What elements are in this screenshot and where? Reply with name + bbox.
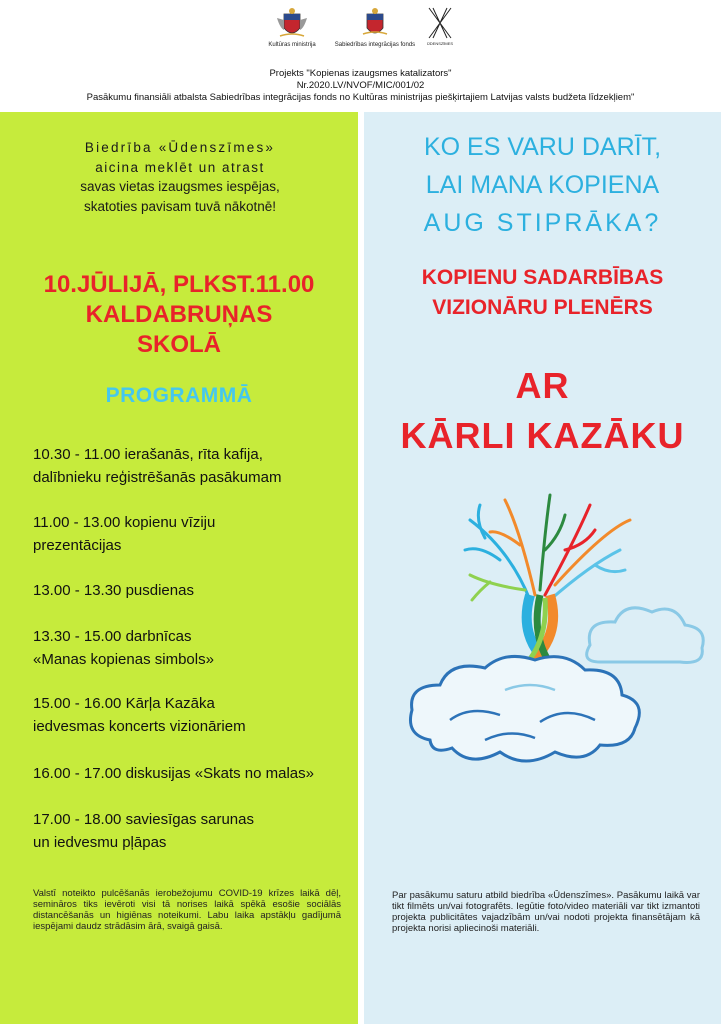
- small-cloud-icon: [587, 608, 704, 663]
- program-item: [33, 579, 353, 602]
- intro-line: skatoties pavisam tuvā nākotnē!: [83, 198, 277, 214]
- udenszimes-caption: ŪDENSZĪMES: [426, 41, 454, 46]
- event-venue: KALDABRUŅAS: [85, 301, 273, 328]
- project-line: Projekts "Kopienas izaugsmes katalizators": [269, 68, 452, 79]
- program-item-line: 11.00 - 13.00 kopienu vīziju: [33, 514, 216, 531]
- large-cloud-icon: [410, 656, 639, 761]
- program-item-line: 17.00 - 18.00 saviesīgas sarunas: [33, 811, 254, 828]
- responsibility-notice: Par pasākumu saturu atbild biedrība «Ūdenszīmes». Pasākumu laikā var tikt filmēts un/vai fotografēts. Iegūtie foto/video materiāli var tikt izmantoti projekta publicitātes vajadzībām un/vai nodoti projekta finansētājam kā projekta norisi apliecinoši materiāli.: [392, 890, 700, 934]
- program-item-line: 13.00 - 13.30 pusdienas: [33, 582, 194, 599]
- question-line: LAI MANA KOPIENA: [425, 171, 660, 199]
- program-item-line: 15.00 - 16.00 Kārļa Kazāka: [33, 695, 215, 712]
- covid-notice: Valstī noteikto pulcēšanās ierobežojumu COVID-19 krīzes laikā dēļ, semināros tiks ievēroti visi tā norises laikā spēkā esošie sociālās distancēšanās un higiēnas noteikumi. Labu laika apstākļu gadījumā iespējami daudz strādāsim ārā, svaigā gaisā.: [33, 888, 341, 932]
- program-item-line: prezentācijas: [33, 537, 122, 554]
- ministry-logo: [258, 6, 326, 49]
- udenszimes-mark-icon: [425, 6, 455, 40]
- guest-name: KĀRLI KAZĀKU: [400, 415, 685, 456]
- program-item-line: 13.30 - 15.00 darbnīcas: [33, 628, 192, 645]
- intro-line: aicina meklēt un atrast: [95, 159, 265, 175]
- intro-line: savas vietas izaugsmes iespējas,: [80, 179, 280, 194]
- program-item: [33, 762, 353, 785]
- program-item-line: «Manas kopienas simbols»: [33, 651, 214, 668]
- coat-of-arms-icon: [272, 6, 312, 42]
- guest-prefix: AR: [515, 365, 570, 406]
- project-number: Nr.2020.LV/NVOF/MIC/001/02: [296, 80, 425, 91]
- program-item-line: un iedvesmu pļāpas: [33, 834, 167, 851]
- program-item: [33, 443, 353, 489]
- program-item-line: 10.30 - 11.00 ierašanās, rīta kafija,: [33, 446, 263, 463]
- event-date: 10.JŪLIJĀ, PLKST.11.00: [43, 271, 315, 298]
- program-item-line: iedvesmas koncerts vizionāriem: [33, 718, 246, 735]
- intro-text: [20, 138, 340, 216]
- fund-caption: Sabiedrības integrācijas fonds: [334, 42, 416, 48]
- fund-coat-of-arms-icon: [358, 6, 392, 42]
- logo-bar: [0, 6, 721, 56]
- program-item-line: 16.00 - 17.00 diskusijas «Skats no malas»: [33, 765, 314, 782]
- question-line: AUG STIPRĀKA?: [423, 209, 662, 237]
- intro-line: Biedrība «Ūdenszīmes»: [84, 140, 276, 155]
- program-title: PROGRAMMĀ: [105, 384, 253, 407]
- program-item: [33, 808, 353, 854]
- program-item: [33, 511, 353, 557]
- event-venue-suffix: SKOLĀ: [137, 331, 221, 358]
- ministry-caption: Kultūras ministrija: [268, 42, 316, 48]
- event-title-line: VIZIONĀRU PLENĒRS: [432, 296, 653, 319]
- program-item: [33, 692, 353, 738]
- question-line: KO ES VARU DARĪT,: [423, 133, 662, 161]
- udenszimes-logo: [420, 6, 460, 47]
- program-item: [33, 625, 353, 671]
- fund-logo: [330, 6, 420, 49]
- tree-on-cloud-illustration: [390, 490, 710, 790]
- program-item-line: dalībnieku reģistrēšanās pasākumam: [33, 469, 282, 486]
- event-title-line: KOPIENU SADARBĪBAS: [421, 266, 664, 289]
- funding-line: Pasākumu finansiāli atbalsta Sabiedrības integrācijas fonds no Kultūras ministrijas piešķirtajiem Latvijas valsts budžeta līdzekļiem": [86, 92, 635, 103]
